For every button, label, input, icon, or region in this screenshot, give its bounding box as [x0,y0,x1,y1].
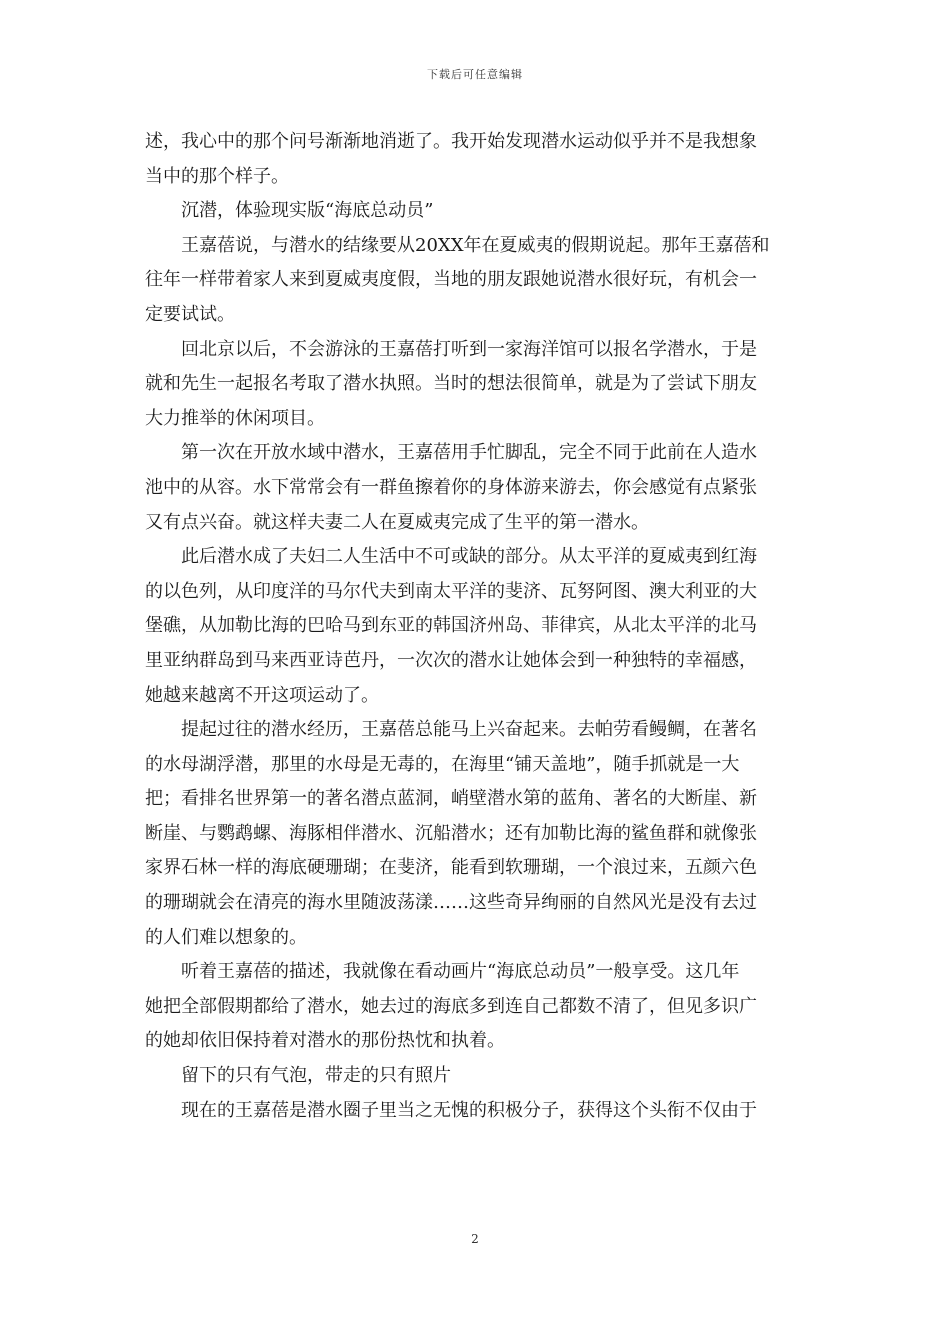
text-line: 的珊瑚就会在清亮的海水里随波荡漾……这些奇异绚丽的自然风光是没有去过 [145,892,757,914]
text-line: 王嘉蓓说，与潜水的结缘要从20XX年在夏威夷的假期说起。那年王嘉蓓和 [181,234,770,256]
text-line: 回北京以后，不会游泳的王嘉蓓打听到一家海洋馆可以报名学潜水，于是 [181,338,757,360]
page-header: 下载后可任意编辑 [427,68,523,81]
text-line: 又有点兴奋。就这样夫妻二人在夏威夷完成了生平的第一潜水。 [145,511,649,533]
text-line: 当中的那个样子。 [145,165,289,187]
text-line: 的人们难以想象的。 [145,926,307,948]
text-line: 定要试试。 [145,303,235,325]
text-line: 池中的从容。水下常常会有一群鱼擦着你的身体游来游去，你会感觉有点紧张 [145,476,757,498]
text-line: 留下的只有气泡，带走的只有照片 [181,1065,451,1087]
text-line: 就和先生一起报名考取了潜水执照。当时的想法很简单，就是为了尝试下朋友 [145,373,757,395]
text-line: 此后潜水成了夫妇二人生活中不可或缺的部分。从太平洋的夏威夷到红海 [181,546,757,568]
text-line: 把；看排名世界第一的著名潜点蓝洞，峭壁潜水第的蓝角、著名的大断崖、新 [145,788,757,810]
text-line: 的她却依旧保持着对潜水的那份热忱和执着。 [145,1030,505,1052]
document-body [145,125,809,1128]
text-line: 她越来越离不开这项运动了。 [145,684,379,706]
text-line: 家界石林一样的海底硬珊瑚；在斐济，能看到软珊瑚，一个浪过来，五颜六色 [145,857,757,879]
text-line: 第一次在开放水域中潜水，王嘉蓓用手忙脚乱，完全不同于此前在人造水 [181,442,757,464]
text-line: 现在的王嘉蓓是潜水圈子里当之无愧的积极分子，获得这个头衔不仅由于 [181,1099,757,1121]
text-line: 她把全部假期都给了潜水，她去过的海底多到连自己都数不清了，但见多识广 [145,995,757,1017]
text-line: 述，我心中的那个问号渐渐地消逝了。我开始发现潜水运动似乎并不是我想象 [145,131,757,152]
page-number: 2 [471,1232,479,1246]
text-line: 断崖、与鹦鹉螺、海豚相伴潜水、沉船潜水；还有加勒比海的鲨鱼群和就像张 [145,822,757,844]
text-line: 里亚纳群岛到马来西亚诗芭丹，一次次的潜水让她体会到一种独特的幸福感， [145,649,757,671]
text-line: 沉潜，体验现实版“海底总动员” [181,200,434,222]
text-line: 大力推举的休闲项目。 [145,407,325,429]
text-line: 听着王嘉蓓的描述，我就像在看动画片“海底总动员”一般享受。这几年 [181,961,740,983]
text-line: 提起过往的潜水经历，王嘉蓓总能马上兴奋起来。去帕劳看鳗鲷，在著名 [181,719,757,741]
text-line: 往年一样带着家人来到夏威夷度假，当地的朋友跟她说潜水很好玩，有机会一 [145,269,757,291]
text-line: 的水母湖浮潜，那里的水母是无毒的，在海里“铺天盖地”，随手抓就是一大 [145,753,740,775]
text-line: 的以色列，从印度洋的马尔代夫到南太平洋的斐济、瓦努阿图、澳大利亚的大 [145,580,757,602]
text-line: 堡礁，从加勒比海的巴哈马到东亚的韩国济州岛、菲律宾，从北太平洋的北马 [145,615,757,637]
